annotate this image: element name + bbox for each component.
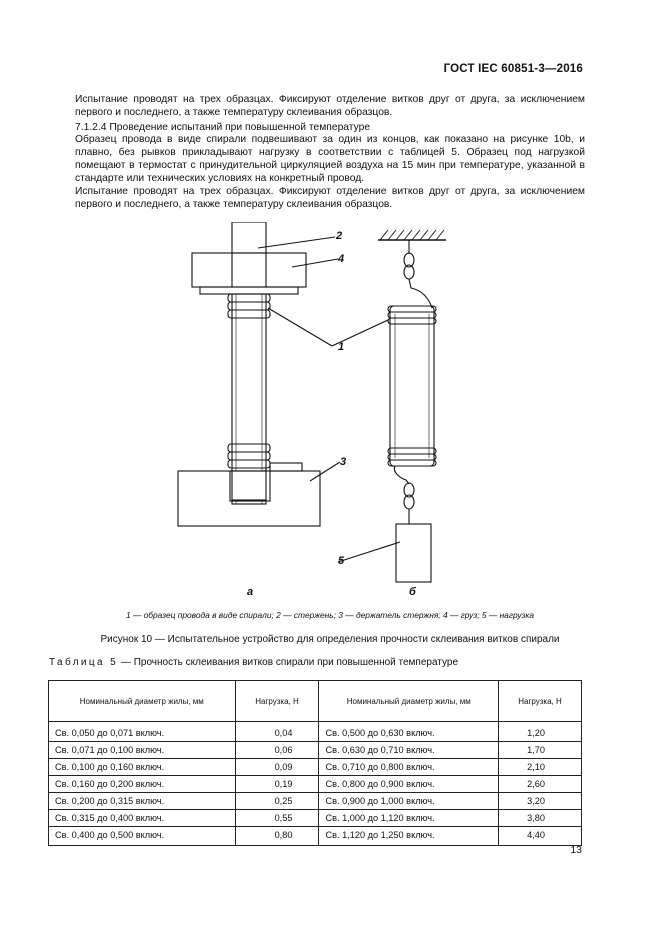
cell-load: 0,25 bbox=[235, 793, 319, 810]
table-title-rest: — Прочность склеивания витков спирали при повышенной температуре bbox=[118, 657, 458, 668]
cell-diameter: Св. 0,050 до 0,071 включ. bbox=[49, 722, 236, 742]
paragraph-test-three-samples bbox=[75, 93, 585, 119]
paragraph-text: Образец провода в виде спирали подвешивают за один из концов, как показано на рисунке 10b, и плавно, без рывков прикладывают нагрузку в соответствии с таблицей 5. Образец под нагрузкой помещают в термостат с принудительной циркуляцией воздуха на 15 мин при температуре, указанной в стандарте или технических условиях на конкретный провод. bbox=[75, 134, 585, 184]
cell-load-2: 4,40 bbox=[499, 827, 582, 846]
cell-diameter-2: Св. 0,500 до 0,630 включ. bbox=[319, 722, 499, 742]
table-header-row bbox=[49, 681, 582, 722]
table-row bbox=[49, 776, 582, 793]
table-row bbox=[49, 793, 582, 810]
cell-load-2: 2,60 bbox=[499, 776, 582, 793]
cell-diameter-2: Св. 0,710 до 0,800 включ. bbox=[319, 759, 499, 776]
figure-10-test-apparatus bbox=[170, 222, 460, 602]
table-row bbox=[49, 722, 582, 742]
cell-load: 0,19 bbox=[235, 776, 319, 793]
cell-load-2: 3,20 bbox=[499, 793, 582, 810]
cell-diameter: Св. 0,200 до 0,315 включ. bbox=[49, 793, 236, 810]
cell-diameter-2: Св. 1,120 до 1,250 включ. bbox=[319, 827, 499, 846]
cell-diameter-2: Св. 0,630 до 0,710 включ. bbox=[319, 742, 499, 759]
cell-load: 0,09 bbox=[235, 759, 319, 776]
paragraph-text: Испытание проводят на трех образцах. Фиксируют отделение витков друг от друга, за исключением первого и последнего, а также температуру склеивания образцов. bbox=[75, 94, 585, 118]
header-load-2: Нагрузка, Н bbox=[499, 681, 582, 722]
label-2: 2 bbox=[336, 230, 343, 242]
load-block bbox=[192, 253, 306, 287]
paragraph-procedure bbox=[75, 133, 585, 185]
cell-load: 0,06 bbox=[235, 742, 319, 759]
weight bbox=[396, 524, 431, 582]
coil-bottom bbox=[228, 444, 270, 468]
cell-load-2: 1,20 bbox=[499, 722, 582, 742]
table-title-prefix: Таблица 5 bbox=[49, 657, 119, 668]
document-number: ГОСТ IEC 60851-3—2016 bbox=[443, 63, 583, 75]
rod-top bbox=[232, 222, 266, 253]
paragraph-text: 7.1.2.4 Проведение испытаний при повышенной температуре bbox=[75, 122, 371, 133]
table-row bbox=[49, 759, 582, 776]
cell-diameter: Св. 0,071 до 0,100 включ. bbox=[49, 742, 236, 759]
paragraph-text: Испытание проводят на трех образцах. Фиксируют отделение витков друг от друга, за исключением первого и последнего, а также температуру склеивания образцов. bbox=[75, 186, 585, 210]
cell-diameter: Св. 0,160 до 0,200 включ. bbox=[49, 776, 236, 793]
cell-load: 0,55 bbox=[235, 810, 319, 827]
table-row bbox=[49, 827, 582, 846]
cell-diameter-2: Св. 0,800 до 0,900 включ. bbox=[319, 776, 499, 793]
cell-diameter-2: Св. 1,000 до 1,120 включ. bbox=[319, 810, 499, 827]
page-number: 13 bbox=[570, 844, 582, 856]
label-4: 4 bbox=[338, 253, 345, 265]
cell-diameter-2: Св. 0,900 до 1,000 включ. bbox=[319, 793, 499, 810]
cell-diameter: Св. 0,315 до 0,400 включ. bbox=[49, 810, 236, 827]
label-5: 5 bbox=[338, 555, 345, 567]
holder-step bbox=[270, 463, 302, 471]
header-load: Нагрузка, Н bbox=[235, 681, 319, 722]
label-1: 1 bbox=[338, 341, 345, 353]
paragraph-test-three-samples-2 bbox=[75, 185, 585, 211]
header-diameter: Номинальный диаметр жилы, мм bbox=[49, 681, 236, 722]
cell-diameter: Св. 0,400 до 0,500 включ. bbox=[49, 827, 236, 846]
cell-load-2: 2,10 bbox=[499, 759, 582, 776]
table-title bbox=[49, 657, 458, 668]
cell-diameter: Св. 0,100 до 0,160 включ. bbox=[49, 759, 236, 776]
cell-load: 0,80 bbox=[235, 827, 319, 846]
table-5 bbox=[48, 680, 582, 846]
sublabel-b: б bbox=[409, 586, 416, 598]
ceiling-hatch bbox=[380, 230, 444, 240]
header-diameter-2: Номинальный диаметр жилы, мм bbox=[319, 681, 499, 722]
figure-legend: 1 — образец провода в виде спирали; 2 — стержень; 3 — держатель стержня; 4 — груз; 5 — нагрузка bbox=[125, 610, 535, 620]
coil-sample bbox=[390, 306, 434, 466]
load-block-base bbox=[200, 287, 298, 294]
cell-load-2: 3,80 bbox=[499, 810, 582, 827]
table-row bbox=[49, 742, 582, 759]
label-3: 3 bbox=[340, 456, 347, 468]
table-row bbox=[49, 810, 582, 827]
coil-top bbox=[228, 294, 270, 318]
cell-load-2: 1,70 bbox=[499, 742, 582, 759]
cell-load: 0,04 bbox=[235, 722, 319, 742]
figure-caption: Рисунок 10 — Испытательное устройство для определения прочности склеивания витков спирали bbox=[100, 634, 560, 645]
sublabel-a: а bbox=[247, 586, 254, 598]
